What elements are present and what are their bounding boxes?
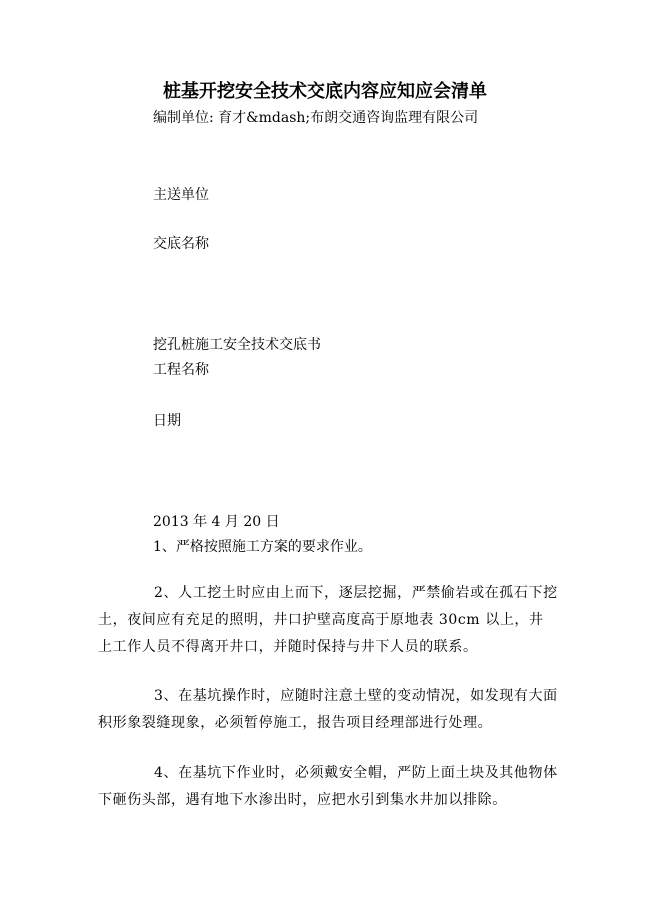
- compiler-line: 编制单位: 育才&mdash;布朗交通咨询监理有限公司: [153, 110, 479, 126]
- handover-name-label: 交底名称: [153, 236, 209, 252]
- item-2: 2、人工挖土时应由上而下，逐层挖掘，严禁偷岩或在孤石下挖土，夜间应有充足的照明，井口护壁高度高于原地表 30cm 以上，井上工作人员不得离开井口，并随时保持与井下人员的联系。: [98, 585, 558, 655]
- document-title: 桩基开挖安全技术交底内容应知应会清单: [163, 81, 487, 102]
- item-1: 1、严格按照施工方案的要求作业。: [153, 539, 372, 555]
- sender-label: 主送单位: [153, 187, 209, 203]
- item-4: 4、在基坑下作业时，必须戴安全帽，严防上面土块及其他物体下砸伤头部，遇有地下水渗出时，应把水引到集水井加以排除。: [98, 765, 558, 808]
- handover-doc-name: 挖孔桩施工安全技术交底书: [153, 337, 321, 353]
- item-3: 3、在基坑操作时，应随时注意土壁的变动情况，如发现有大面积形象裂缝现象，必须暂停施工，报告项目经理部进行处理。: [98, 688, 558, 731]
- date-label: 日期: [153, 413, 181, 429]
- date-value: 2013 年 4 月 20 日: [153, 514, 280, 530]
- project-name-label: 工程名称: [153, 362, 209, 378]
